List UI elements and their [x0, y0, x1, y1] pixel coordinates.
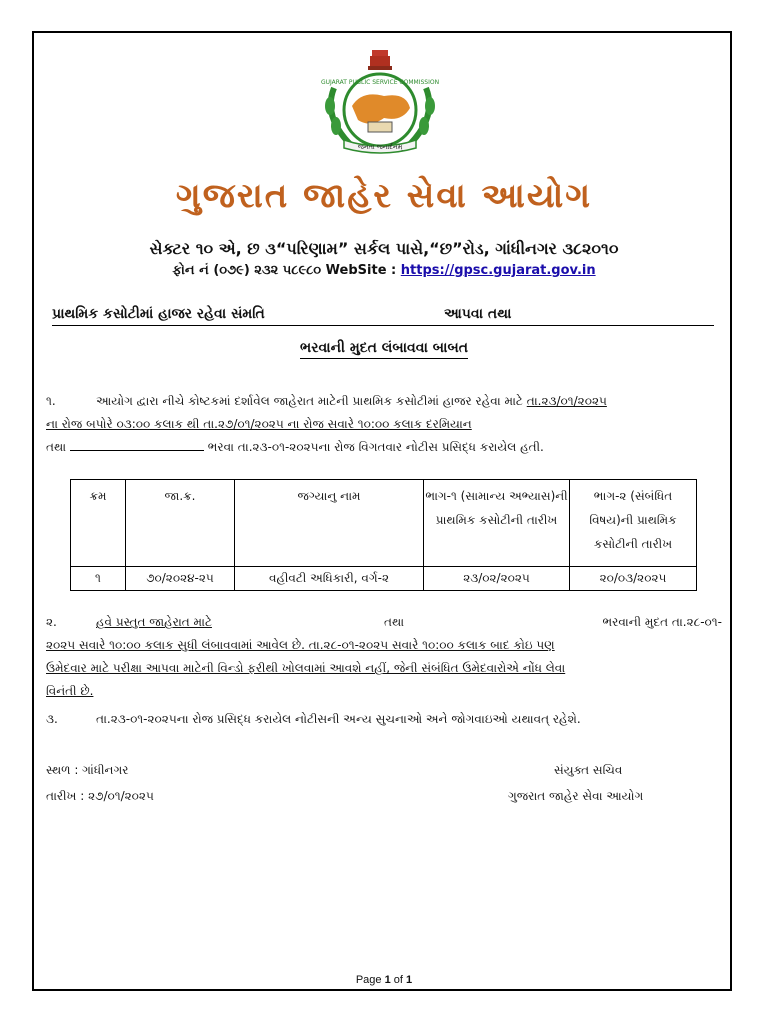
paragraph-3: ૩. તા.૨૩-૦૧-૨૦૨૫ના રોજ પ્રસિદ્ધ કરાયેલ નોટીસની અન્ય સુચનાઓ અને જોગવાઇઓ યથાવત્ રહેશે. [46, 712, 581, 726]
exam-schedule-table [70, 479, 697, 591]
website-link[interactable]: https://gpsc.gujarat.gov.in [400, 263, 596, 278]
motto-text: જનતા જનાર્દનમ્ [357, 143, 403, 151]
national-emblem-icon [368, 50, 392, 70]
contact-line [0, 263, 768, 278]
phone-number: ફોન નં (૦૭૯) ૨૩૨ ૫૮૯૮૦ [172, 263, 322, 278]
page-number: Page 1 of 1 [355, 974, 413, 986]
signatory-org: ગુજરાત જાહેર સેવા આયોગ [508, 789, 644, 803]
signatory-designation: સંયુક્ત સચિવ [554, 763, 623, 777]
footer-date: તારીખ : ૨૭/૦૧/૨૦૨૫ [46, 789, 154, 803]
header-part1-date: ભાગ-૧ (સામાન્ય અભ્યાસ)ની પ્રાથમિક કસોટીની તારીખ [424, 480, 570, 567]
header-post-name: જગ્યાનુ નામ [235, 480, 424, 567]
header-part2-date: ભાગ-૨ (સંબંધિત વિષય)ની પ્રાથમિક કસોટીની તારીખ [570, 480, 697, 567]
subject-left: પ્રાથમિક કસોટીમાં હાજર રહેવા સંમતિ [52, 306, 265, 322]
footer-place: સ્થળ : ગાંધીનગર [46, 763, 129, 777]
logo-ring-text: GUJARAT PUBLIC SERVICE COMMISSION [320, 79, 440, 86]
gpsc-logo [314, 48, 446, 156]
paragraph-1: ૧. આયોગ દ્વારા નીચે કોષ્ટકમાં દર્શાવેલ જાહેરાત માટેની પ્રાથમિક કસોટીમાં હાજર રહેવા માટે તા.૨૩/૦૧/૨૦૨૫ ના રોજ બપોરે ૦૩:૦૦ કલાક થી તા.૨૭/૦૧/૨૦૨૫ ના રોજ સવારે ૧૦:૦૦ કલાક દરમિયાન તથા ભરવા તા.૨૩-૦૧-૨૦૨૫ના રોજ વિગતવાર નોટીસ પ્રસિદ્ધ કરાયેલ હતી. [46, 394, 607, 454]
paragraph-2: ૨. હવે પ્રસ્તુત જાહેરાત માટે તથા ભરવાની મુદત તા.૨૮-૦૧- ૨૦૨૫ સવારે ૧૦:૦૦ કલાક સુધી લંબાવવામાં આવેલ છે. તા.૨૮-૦૧-૨૦૨૫ સવારે ૧૦:૦૦ કલાક બાદ કોઇ પણ ઉમેદવાર માટે પરીક્ષા આપવા માટેની વિન્ડો ફરીથી ખોલવામાં આવશે નહીં, જેની સંબંધિત ઉમેદવારોએ નોંધ લેવા વિનંતી છે. [46, 615, 722, 698]
table-row: ૧ ૭૦/૨૦૨૪-૨૫ વહીવટી અધિકારી, વર્ગ-૨ ૨૩/૦૨/૨૦૨૫ ૨૦/૦૩/૨૦૨૫ [71, 567, 697, 591]
blank-line [70, 440, 204, 451]
subject-line-1 [52, 306, 714, 326]
org-title: ગુજરાત જાહેર સેવા આયોગ [175, 176, 593, 216]
address-line: સેક્ટર ૧૦ એ, છ ૩“પરિણામ” સર્કલ પાસે,“છ”રોડ, ગાંધીનગર ૩૮૨૦૧૦ [149, 239, 619, 258]
header-serial: ક્રમ [71, 480, 126, 567]
table-header-row [71, 480, 697, 567]
building-icon [368, 122, 392, 132]
website-label: WebSite : [325, 263, 397, 278]
subject-line-2: ભરવાની મુદત લંબાવવા બાબત [0, 340, 768, 356]
header-advt-no: જા.ક્ર. [126, 480, 235, 567]
subject-right: આપવા તથા [444, 306, 512, 322]
